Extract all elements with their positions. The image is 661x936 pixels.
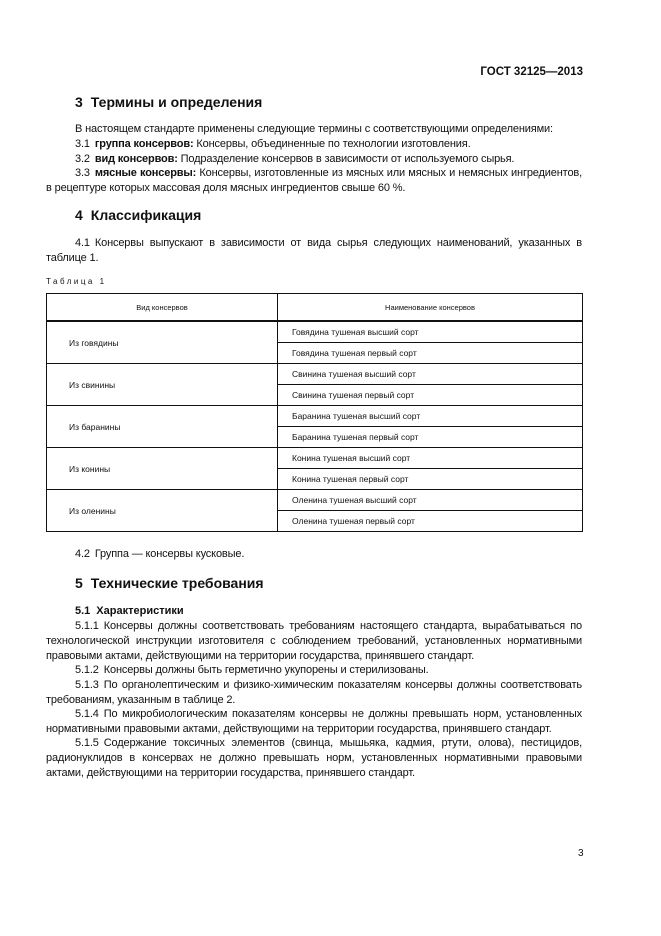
table-row (47, 364, 583, 385)
section-3-intro (46, 122, 582, 137)
paragraph-number: 5.1.4 (75, 708, 99, 720)
term-3-1 (46, 137, 582, 152)
paragraph-number: 4.1 (75, 237, 90, 249)
document-id: ГОСТ 32125—2013 (480, 66, 583, 78)
name-cell: Конина тушеная первый сорт (278, 469, 583, 490)
term-number: 3.1 (75, 138, 90, 150)
subsection-5-1-heading (75, 605, 184, 617)
section-number: 4 (75, 207, 83, 223)
term-definition: Подразделение консервов в зависимости от используемого сырья. (180, 153, 515, 165)
name-cell: Говядина тушеная первый сорт (278, 343, 583, 364)
term-name: вид консервов: (94, 153, 178, 165)
paragraph-text: Содержание токсичных элементов (свинца, мышьяка, кадмия, ртути, олова), пестицидов, радионуклидов в консервах не должно превышать норм, установленных нормативными правовыми актами, действующими на территории государства, принявшего стандарт. (46, 737, 582, 779)
section-title: Термины и определения (90, 94, 263, 110)
name-cell: Свинина тушеная высший сорт (278, 364, 583, 385)
paragraph-text: Консервы должны быть герметично укупорены и стерилизованы. (103, 664, 429, 676)
table-row (47, 490, 583, 511)
paragraph-number: 5.1.2 (75, 664, 99, 676)
subsection-number: 5.1 (75, 605, 91, 617)
section-4-heading (75, 207, 201, 223)
section-title: Классификация (90, 207, 202, 223)
section-number: 3 (75, 94, 83, 110)
term-3-3 (46, 166, 582, 196)
section-title: Технические требования (90, 575, 264, 591)
name-cell: Конина тушеная высший сорт (278, 448, 583, 469)
kind-cell: Из оленины (47, 490, 278, 532)
term-3-2 (46, 152, 582, 167)
section-3-heading (75, 94, 262, 110)
table-header-row (47, 294, 583, 322)
kind-cell: Из конины (47, 448, 278, 490)
term-number: 3.2 (75, 153, 90, 165)
paragraph-text: Группа — консервы кусковые. (94, 548, 245, 560)
name-cell: Баранина тушеная первый сорт (278, 427, 583, 448)
kind-cell: Из говядины (47, 321, 278, 364)
name-cell: Оленина тушеная высший сорт (278, 490, 583, 511)
paragraph-5-1-3 (46, 678, 582, 708)
term-name: группа консервов: (94, 138, 194, 150)
table-1 (46, 293, 583, 532)
kind-cell: Из баранины (47, 406, 278, 448)
name-cell: Баранина тушеная высший сорт (278, 406, 583, 427)
name-cell: Оленина тушеная первый сорт (278, 511, 583, 532)
table-row (47, 406, 583, 427)
paragraph-number: 5.1.1 (75, 620, 99, 632)
term-name: мясные консервы: (94, 167, 197, 179)
page-number: 3 (578, 848, 584, 859)
paragraph-5-1-2 (46, 663, 582, 678)
section-5-heading (75, 575, 264, 591)
column-header: Вид консервов (47, 294, 278, 322)
paragraph-text: Консервы выпускают в зависимости от вида сырья следующих наименований, указанных в таблице 1. (46, 237, 582, 264)
name-cell: Говядина тушеная высший сорт (278, 321, 583, 343)
table-row (47, 321, 583, 343)
intro-text: В настоящем стандарте применены следующие термины с соответствующими определениями: (75, 123, 553, 135)
paragraph-number: 5.1.5 (75, 737, 99, 749)
paragraph-5-1-4 (46, 707, 582, 737)
kind-cell: Из свинины (47, 364, 278, 406)
table-row (47, 448, 583, 469)
paragraph-text: Консервы должны соответствовать требованиям настоящего стандарта, вырабатываться по технологической инструкции изготовителя с соблюдением требований, установленных нормативными правовыми актами, действующими на территории государства, принявшего стандарт. (46, 620, 582, 662)
column-header: Наименование консервов (278, 294, 583, 322)
paragraph-number: 4.2 (75, 548, 90, 560)
term-definition: Консервы, изготовленные из мясных или мясных и немясных ингредиентов, в рецептуре которых массовая доля мясных ингредиентов свыше 60 %. (46, 167, 583, 194)
table-caption: Таблица 1 (46, 277, 107, 286)
paragraph-number: 5.1.3 (75, 679, 99, 691)
paragraph-4-1 (46, 236, 582, 266)
term-number: 3.3 (75, 167, 90, 179)
paragraph-text: По микробиологическим показателям консервы не должны превышать норм, установленных нормативными правовыми актами, действующими на территории государства, принявшего стандарт. (46, 708, 582, 735)
paragraph-5-1-1 (46, 619, 582, 664)
name-cell: Свинина тушеная первый сорт (278, 385, 583, 406)
section-number: 5 (75, 575, 83, 591)
paragraph-4-2 (46, 547, 582, 562)
paragraph-5-1-5 (46, 736, 582, 781)
term-definition: Консервы, объединенные по технологии изготовления. (196, 138, 471, 150)
paragraph-text: По органолептическим и физико-химическим показателям консервы должны соответствовать требованиям, указанным в таблице 2. (46, 679, 582, 706)
subsection-title: Характеристики (96, 605, 184, 617)
